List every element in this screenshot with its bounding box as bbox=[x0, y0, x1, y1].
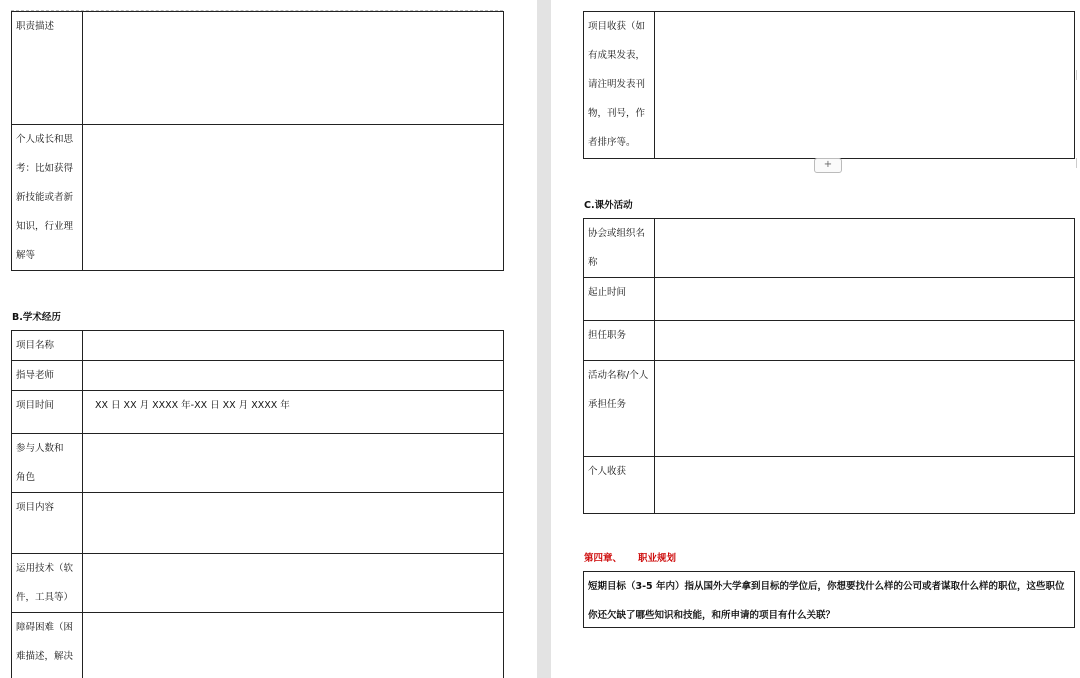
value-cell[interactable] bbox=[83, 554, 504, 613]
label-cell bbox=[12, 554, 83, 613]
academic-experience-table bbox=[11, 330, 504, 678]
table-row bbox=[12, 12, 504, 125]
label-cell bbox=[12, 125, 83, 271]
value-cell[interactable] bbox=[655, 361, 1075, 457]
career-goal-question-box[interactable] bbox=[583, 571, 1075, 628]
page-gutter bbox=[537, 0, 551, 678]
row-label: 个人收获 bbox=[588, 466, 627, 477]
row-label: 指导老师 bbox=[16, 370, 55, 381]
table-row bbox=[584, 457, 1075, 514]
row-label: 项目内容 bbox=[16, 502, 55, 513]
chapter-number: 第四章、 bbox=[584, 553, 623, 564]
row-label: 运用技术（软件，工具等） bbox=[16, 563, 74, 603]
label-cell bbox=[12, 361, 83, 391]
chapter-title: 职业规划 bbox=[638, 553, 677, 564]
row-label: 参与人数和角色 bbox=[16, 443, 64, 483]
table-row bbox=[12, 493, 504, 554]
table-row bbox=[12, 361, 504, 391]
career-goal-question: 短期目标（3-5 年内）指从国外大学拿到目标的学位后，你想要找什么样的公司或者谋取什么样的职位，这些职位你还欠缺了哪些知识和技能，和所申请的项目有什么关联？ bbox=[588, 581, 1065, 621]
table-row bbox=[12, 613, 504, 678]
table-row bbox=[12, 391, 504, 434]
table-row bbox=[584, 321, 1075, 361]
value-cell[interactable] bbox=[655, 321, 1075, 361]
label-cell bbox=[12, 391, 83, 434]
section-heading: C.课外活动 bbox=[584, 200, 633, 211]
value-cell[interactable] bbox=[83, 493, 504, 554]
value-cell[interactable] bbox=[83, 12, 504, 125]
table-row bbox=[12, 125, 504, 271]
label-cell bbox=[12, 613, 83, 678]
label-cell bbox=[584, 12, 655, 159]
table-row bbox=[12, 331, 504, 361]
label-cell bbox=[12, 434, 83, 493]
work-experience-table bbox=[11, 11, 504, 271]
table-row bbox=[12, 554, 504, 613]
label-cell bbox=[584, 321, 655, 361]
label-cell bbox=[584, 278, 655, 321]
row-label: 起止时间 bbox=[588, 287, 627, 298]
row-label: 项目名称 bbox=[16, 340, 55, 351]
table-row bbox=[584, 278, 1075, 321]
document-page-left bbox=[0, 0, 537, 678]
row-label: 协会或组织名称 bbox=[588, 228, 646, 268]
page-edge-marker bbox=[1076, 70, 1080, 80]
section-heading: B.学术经历 bbox=[12, 312, 61, 323]
label-cell bbox=[584, 457, 655, 514]
label-cell bbox=[12, 12, 83, 125]
row-label: 担任职务 bbox=[588, 330, 627, 341]
row-label: 个人成长和思考：比如获得新技能或者新知识，行业理解等 bbox=[16, 134, 74, 261]
page-edge-marker bbox=[1076, 158, 1080, 168]
table-row bbox=[584, 361, 1075, 457]
value-cell[interactable] bbox=[83, 361, 504, 391]
row-label: 项目时间 bbox=[16, 400, 55, 411]
add-row-button[interactable]: + bbox=[814, 158, 842, 173]
table-row bbox=[12, 434, 504, 493]
value-cell[interactable] bbox=[655, 219, 1075, 278]
row-label: 项目收获（如有成果发表，请注明发表刊物，刊号，作者排序等。 bbox=[588, 21, 646, 148]
label-cell bbox=[12, 493, 83, 554]
value-cell[interactable] bbox=[655, 278, 1075, 321]
chapter-heading bbox=[584, 550, 676, 564]
table-row bbox=[584, 219, 1075, 278]
project-time-value: XX 日 XX 月 XXXX 年-XX 日 XX 月 XXXX 年 bbox=[95, 400, 290, 411]
row-label: 障碍困难（困难描述，解决 bbox=[16, 622, 74, 662]
label-cell bbox=[584, 219, 655, 278]
value-cell[interactable] bbox=[83, 391, 504, 434]
value-cell[interactable] bbox=[83, 125, 504, 271]
extracurricular-table bbox=[583, 218, 1075, 514]
label-cell bbox=[12, 331, 83, 361]
value-cell[interactable] bbox=[655, 12, 1075, 159]
value-cell[interactable] bbox=[655, 457, 1075, 514]
value-cell[interactable] bbox=[83, 434, 504, 493]
label-cell bbox=[584, 361, 655, 457]
project-outcome-table bbox=[583, 11, 1075, 159]
row-label: 职责描述 bbox=[16, 21, 55, 32]
table-row bbox=[584, 12, 1075, 159]
value-cell[interactable] bbox=[83, 331, 504, 361]
row-label: 活动名称/个人承担任务 bbox=[588, 370, 649, 410]
value-cell[interactable] bbox=[83, 613, 504, 678]
